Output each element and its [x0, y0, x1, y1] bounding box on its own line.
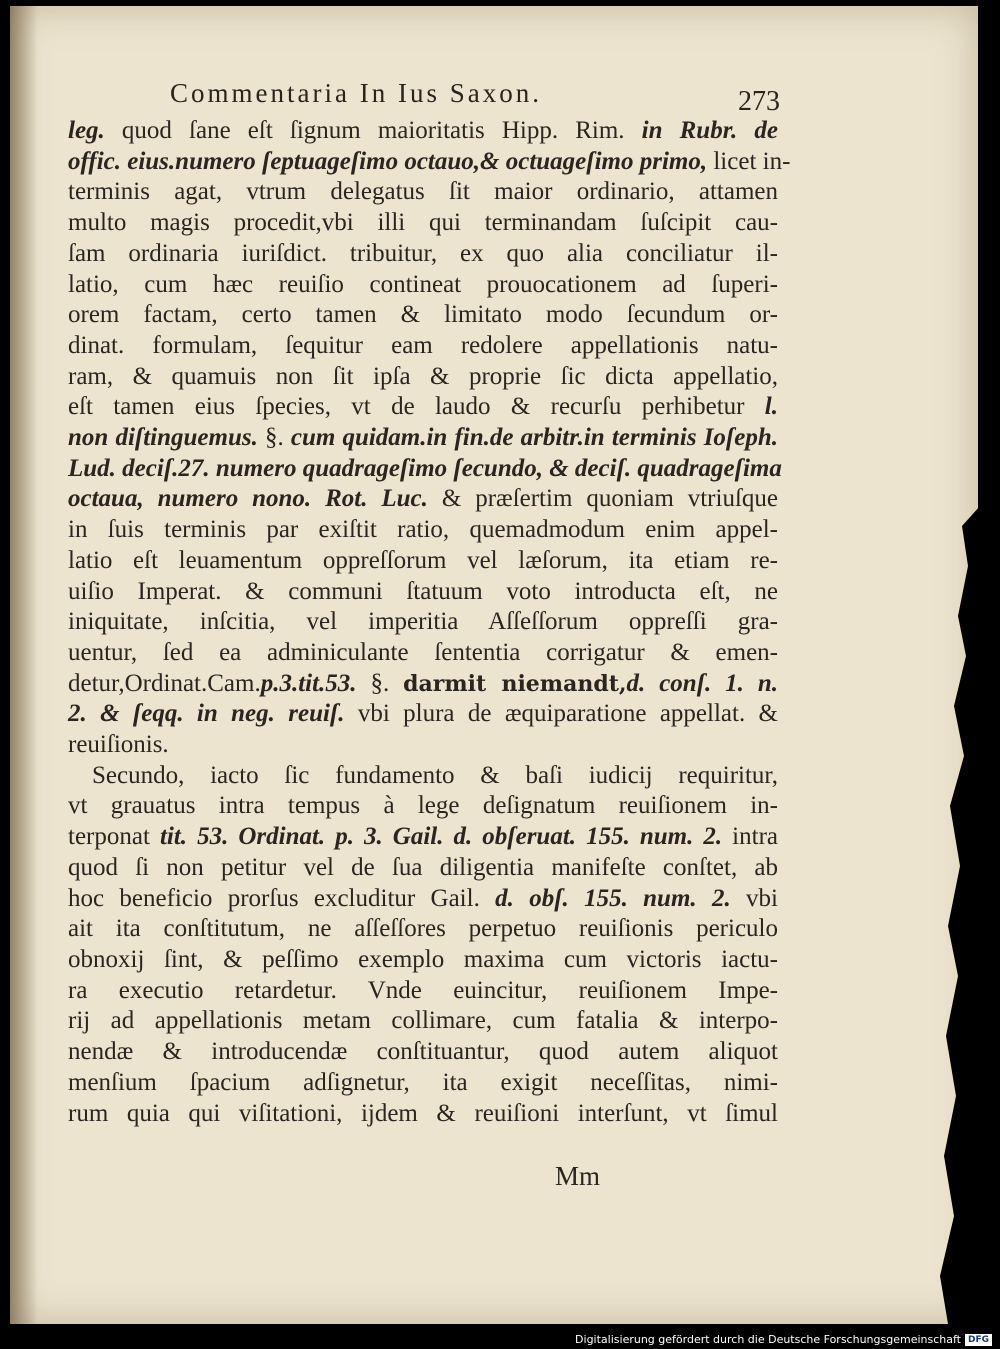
page-number: 273 [738, 86, 780, 117]
text-segment: nendæ & introducendæ conſtituantur, quod autem aliquot [68, 1038, 778, 1066]
citation-text: octaua, numero nono. Rot. Luc. [68, 485, 428, 513]
text-segment: vbi [730, 884, 778, 912]
text-segment: menſium ſpacium adſignetur, ita exigit neceſſitas, nimi- [68, 1068, 778, 1096]
text-segment: dinat. formulam, ſequitur eam redolere appellationis natu- [68, 331, 778, 359]
text-line [68, 761, 778, 792]
text-segment: hoc beneficio prorſus excluditur Gail. [68, 884, 496, 912]
credit-text: Digitalisierung gefördert durch die Deutsche Forschungsgemeinschaft [575, 1333, 961, 1346]
text-line [68, 177, 778, 208]
text-segment: ait ita conſtitutum, ne aſſeſſores perpetuo reuiſionis periculo [68, 915, 778, 943]
text-line [68, 208, 778, 239]
dfg-logo: DFG [965, 1334, 992, 1346]
text-segment: Secundo, iacto ſic fundamento & baſi iudicij requiritur, [92, 761, 778, 789]
text-line [68, 546, 778, 577]
text-line [68, 454, 782, 485]
text-line [68, 1068, 778, 1099]
citation-text: d. obſ. 155. num. 2. [495, 884, 731, 912]
text-line [68, 669, 778, 700]
text-line [68, 300, 778, 331]
text-line [68, 822, 778, 853]
text-segment: vbi plura de æquiparatione appellat. & [344, 700, 778, 728]
text-segment: orem factam, certo tamen & limitato modo ſecundum or- [68, 301, 778, 329]
text-line [68, 362, 778, 393]
text-line [68, 914, 778, 945]
text-segment: eſt tamen eius ſpecies, vt de laudo & recurſu perhibetur [68, 393, 765, 421]
text-segment: rij ad appellationis metam collimare, cum fatalia & interpo- [68, 1007, 778, 1035]
text-segment: iniquitate, inſcitia, vel imperitia Aſſeſſorum oppreſſi gra- [68, 608, 778, 636]
text-segment: reuiſionis. [68, 731, 169, 759]
citation-text: cum quidam.in fin.de arbitr.in terminis Ioſeph. [290, 424, 779, 452]
text-segment: multo magis procedit,vbi illi qui terminandam ſuſcipit cau- [68, 209, 778, 237]
digitization-credit [575, 1333, 992, 1346]
text-line [68, 976, 778, 1007]
text-line [68, 1037, 778, 1068]
citation-text: non diſtinguemus. [68, 424, 265, 452]
text-segment: quod ſi non petitur vel de ſua diligentia manifeſte conſtet, ab [68, 853, 778, 881]
text-line [68, 853, 778, 884]
text-line [68, 239, 778, 270]
text-segment: intra [722, 823, 778, 851]
text-line [68, 699, 778, 730]
text-line [68, 116, 778, 147]
text-line [68, 884, 778, 915]
citation-text: l. [764, 393, 778, 421]
text-segment: terminis agat, vtrum delegatus ſit maior ordinario, attamen [68, 178, 778, 206]
text-line [68, 270, 778, 301]
text-line [68, 484, 778, 515]
text-line [68, 147, 791, 178]
text-segment: detur,Ordinat.Cam. [68, 669, 261, 697]
citation-text: tit. 53. Ordinat. p. 3. Gail. d. obſeruat. 155. num. 2. [159, 823, 723, 851]
citation-text: in Rubr. de [641, 117, 779, 144]
text-line [68, 791, 778, 822]
text-line [68, 1099, 778, 1130]
text-segment: latio eſt leuamentum oppreſſorum vel læſorum, ita etiam re- [68, 546, 778, 574]
text-segment: uentur, ſed ea adminiculante ſententia corrigatur & emen- [68, 638, 778, 666]
running-head: Commentaria In Ius Saxon. [170, 78, 542, 108]
text-segment: ſam ordinaria iuriſdict. tribuitur, ex quo alia conciliatur il- [68, 239, 778, 267]
blackletter-text: darmit niemandt, [403, 670, 627, 697]
text-line [68, 730, 778, 761]
text-line [68, 577, 778, 608]
text-segment: terponat [68, 823, 160, 851]
text-line [68, 607, 778, 638]
citation-text: 2. & ſeqq. in neg. reuiſ. [68, 700, 345, 728]
citation-text: offic. eius.numero ſeptuageſimo octauo,& octuageſimo primo, [68, 147, 708, 175]
citation-text: leg. [68, 117, 105, 144]
torn-page-edge [910, 506, 980, 1336]
text-line [68, 515, 778, 546]
body-text [68, 116, 791, 1129]
text-segment: & præſertim quoniam vtriuſque [427, 485, 778, 513]
text-segment: obnoxij ſint, & peſſimo exemplo maxima cum victoris iactu- [68, 945, 778, 973]
text-segment: rum quia qui viſitationi, ijdem & reuiſioni interſunt, vt ſimul [68, 1099, 778, 1127]
text-segment: §. [356, 669, 404, 697]
text-line [68, 945, 778, 976]
text-segment: in ſuis terminis par exiſtit ratio, quemadmodum enim appel- [68, 516, 778, 544]
text-segment: uiſio Imperat. & communi ſtatuum voto introducta eſt, ne [68, 577, 778, 605]
text-line [68, 331, 778, 362]
text-segment: quod ſane eſt ſignum maioritatis Hipp. Rim. [104, 117, 642, 144]
signature-mark: Mm [555, 1161, 601, 1191]
text-line [68, 638, 778, 669]
text-segment: ram, & quamuis non ſit ipſa & proprie ſic dicta appellatio, [68, 362, 778, 390]
citation-text: d. conſ. 1. n. [626, 669, 778, 697]
citation-text: Lud. deciſ.27. numero quadrageſimo ſecundo, & deciſ. quadrageſima [68, 454, 782, 482]
text-segment: latio, cum hæc reuiſio contineat prouocationem ad ſuperi- [68, 270, 778, 298]
text-segment: vt grauatus intra tempus à lege deſignatum reuiſionem in- [68, 792, 778, 820]
book-page [10, 6, 978, 1324]
text-segment: licet in- [707, 147, 791, 175]
citation-text: p.3.tit.53. [260, 669, 357, 697]
text-line [68, 1006, 778, 1037]
text-line [68, 392, 778, 423]
text-line [68, 423, 778, 454]
text-segment: ra executio retardetur. Vnde euincitur, reuiſionem Impe- [68, 976, 778, 1004]
text-segment: §. [264, 424, 291, 452]
